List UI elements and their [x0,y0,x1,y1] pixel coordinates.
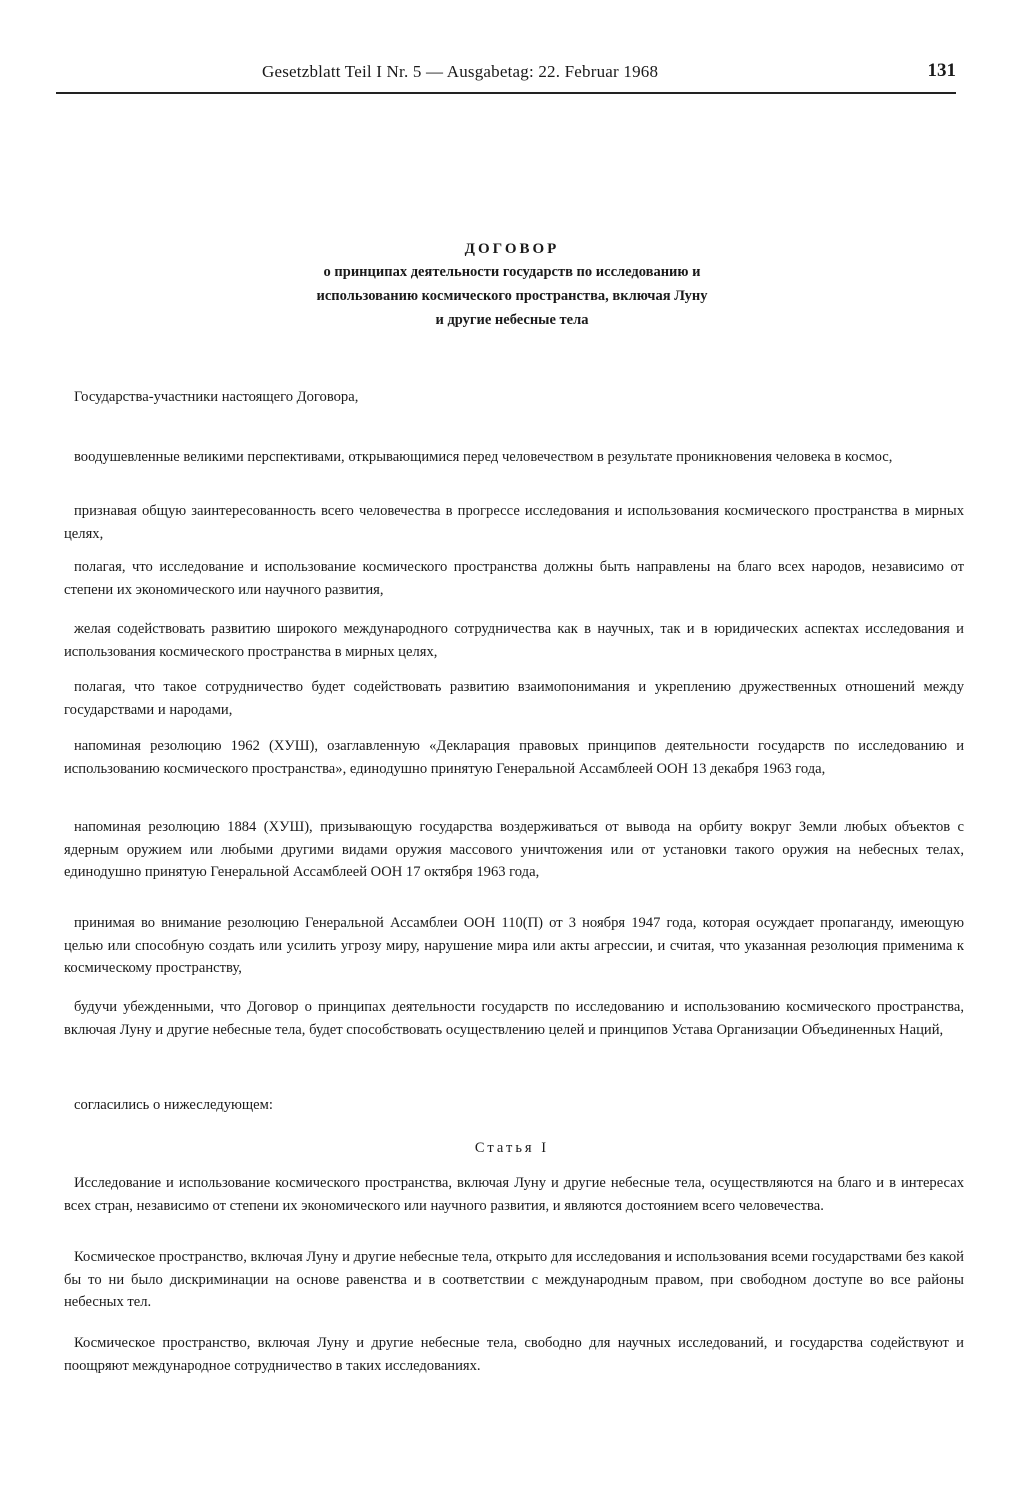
treaty-title-block [150,238,874,332]
preamble-clause: напоминая резолюцию 1962 (ХУШ), озаглавленную «Декларация правовых принципов деятельности государств по исследованию и использованию космического пространства», единодушно принятую Генеральной Ассамблеей ООН 13 декабря 1963 года, [64,738,964,777]
treaty-subtitle-line: использованию космического пространства, включая Луну [316,288,708,304]
preamble-clause: будучи убежденными, что Договор о принципах деятельности государств по исследованию и использованию космического пространства, включая Луну и другие небесные тела, будет способствовать осуществлению целей и принципов Устава Организации Объединенных Наций, [64,999,964,1038]
preamble-clause: воодушевленные великими перспективами, открывающимися перед человечеством в результате проникновения человека в космос, [74,449,893,465]
preamble-clause: признавая общую заинтересованность всего человечества в прогрессе исследования и использования космического пространства в мирных целях, [64,503,964,542]
preamble-clause: напоминая резолюцию 1884 (ХУШ), призывающую государства воздерживаться от вывода на орбиту вокруг Земли любых объектов с ядерным оружием или любыми другими видами оружия массового уничтожения или от установки такого оружия на небесных телах, единодушно принятую Генеральной Ассамблеей ООН 17 октября 1963 года, [64,819,964,880]
article-paragraph: Исследование и использование космического пространства, включая Луну и другие небесные тела, осуществляются на благо и в интересах всех стран, независимо от степени их экономического или научного развития, и являются достоянием всего человечества. [64,1175,964,1214]
page-number: 131 [927,60,956,81]
article-paragraph: Космическое пространство, включая Луну и другие небесные тела, открыто для исследования и использования всеми государствами без какой бы то ни было дискриминации на основе равенства и в соответствии с международным правом, при свободном доступе во все районы небесных тел. [64,1249,964,1310]
preamble-clause: принимая во внимание резолюцию Генеральной Ассамблеи ООН 110(П) от 3 ноября 1947 года, которая осуждает пропаганду, имеющую целью или способную создать или усилить угрозу миру, нарушение мира или акты агрессии, и считая, что указанная резолюция применима к космическому пространству, [64,915,964,976]
header-divider [56,92,956,94]
page-header [56,60,956,90]
article-paragraph: Космическое пространство, включая Луну и другие небесные тела, свободно для научных исследований, и государства содействуют и поощряют международное сотрудничество в таких исследованиях. [64,1335,964,1374]
treaty-subtitle-line: о принципах деятельности государств по исследованию и [323,264,701,280]
preamble-clause: желая содействовать развитию широкого международного сотрудничества как в научных, так и в юридических аспектах исследования и использования космического пространства в мирных целях, [64,621,964,660]
preamble-opening: Государства-участники настоящего Договора, [74,389,359,405]
article-heading: Статья I [474,1140,550,1156]
preamble-clause: полагая, что такое сотрудничество будет содействовать развитию взаимопонимания и укреплению дружественных отношений между государствами и народами, [64,679,964,718]
preamble-clause: полагая, что исследование и использование космического пространства должны быть направлены на благо всех народов, независимо от степени их экономического или научного развития, [64,559,964,598]
treaty-subtitle-line: и другие небесные тела [435,312,589,328]
preamble-agreement: согласились о нижеследующем: [74,1097,273,1113]
treaty-title: ДОГОВОР [464,241,560,257]
gazette-header-title: Gesetzblatt Teil I Nr. 5 — Ausgabetag: 22. Februar 1968 [262,62,659,81]
